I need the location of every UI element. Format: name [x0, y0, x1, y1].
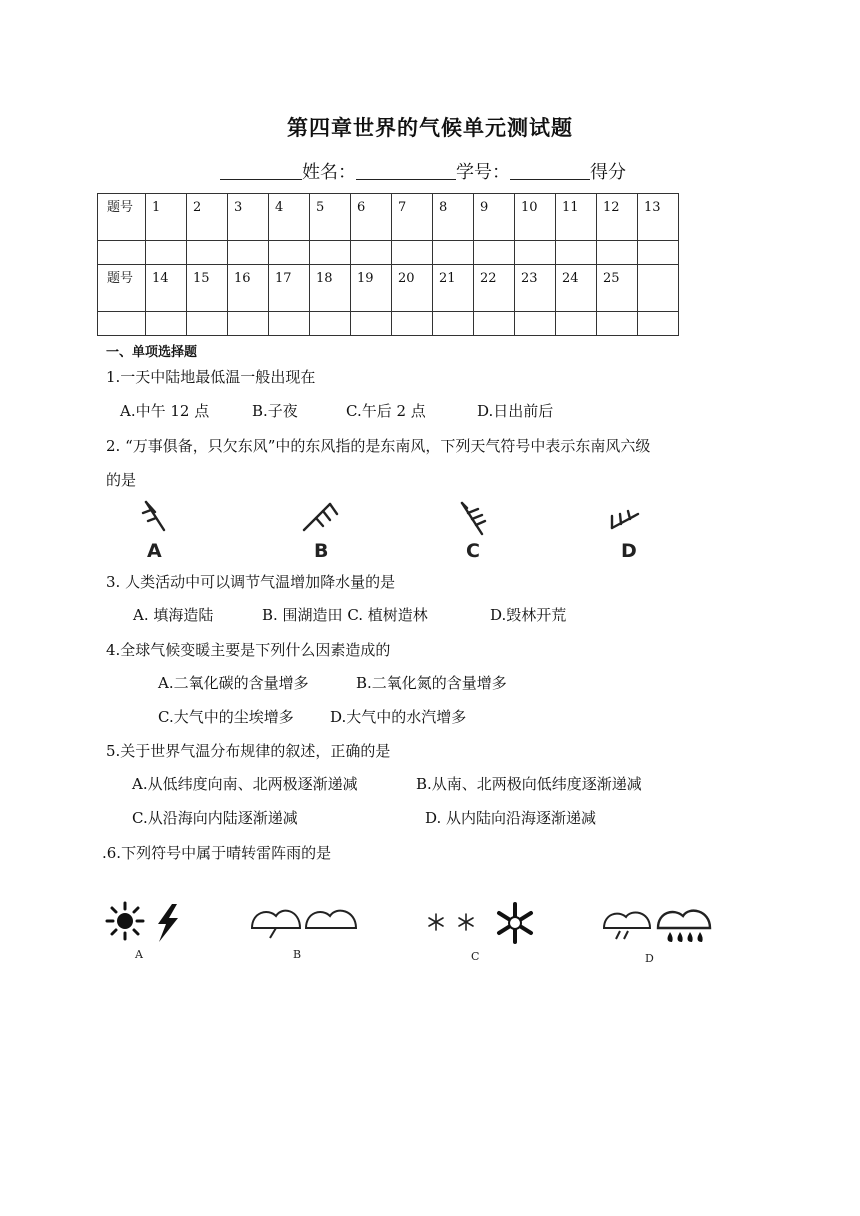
question-number: 12 [597, 194, 638, 241]
q5-option-a[interactable]: A.从低纬度向南、北两极逐渐递减 [132, 775, 358, 793]
q6-stem: .6.下列符号中属于晴转雷阵雨的是 [102, 844, 332, 862]
thunder-cloud-icon[interactable] [252, 911, 300, 938]
question-number: 18 [310, 265, 351, 312]
question-number: 17 [269, 265, 310, 312]
question-number: 10 [515, 194, 556, 241]
cloud-icon[interactable] [306, 911, 356, 928]
question-number: 11 [556, 194, 597, 241]
light-snow-icon[interactable] [429, 914, 443, 930]
question-number: 7 [392, 194, 433, 241]
name-label: 姓名： [302, 162, 356, 183]
heavy-snow-icon[interactable] [499, 904, 531, 942]
q6-label-c: C [471, 950, 480, 963]
question-number: 9 [474, 194, 515, 241]
question-number: 1 [146, 194, 187, 241]
sun-icon[interactable] [107, 903, 143, 939]
wind-label-a: A [147, 540, 162, 562]
q1-stem: 1.一天中陆地最低温一般出现在 [106, 368, 316, 386]
q3-option-d[interactable]: D.毁林开荒 [490, 606, 567, 624]
question-number: 5 [310, 194, 351, 241]
q1-option-a[interactable]: A.中午 12 点 [120, 402, 210, 420]
q1-option-c[interactable]: C.午后 2 点 [346, 402, 426, 420]
question-number: 19 [351, 265, 392, 312]
wind-label-b: B [314, 540, 329, 562]
question-number: 20 [392, 265, 433, 312]
wind-symbol-a-icon[interactable] [143, 502, 164, 530]
question-number: 4 [269, 194, 310, 241]
question-number: 25 [597, 265, 638, 312]
q4-option-a[interactable]: A.二氧化碳的含量增多 [158, 674, 309, 692]
row-label: 题号 [98, 194, 146, 241]
question-number: 16 [228, 265, 269, 312]
row-label: 题号 [98, 265, 146, 312]
q1-option-b[interactable]: B.子夜 [252, 402, 298, 420]
q6-label-b: B [293, 948, 302, 961]
question-number: 2 [187, 194, 228, 241]
question-number: 24 [556, 265, 597, 312]
wind-symbol-d-icon[interactable] [612, 511, 638, 528]
light-snow-icon[interactable] [459, 914, 473, 930]
wind-symbol-b-icon[interactable] [304, 504, 337, 530]
question-number: 6 [351, 194, 392, 241]
question-number: 21 [433, 265, 474, 312]
question-number: 15 [187, 265, 228, 312]
id-label: 学号： [456, 162, 510, 183]
wind-label-d: D [621, 540, 637, 562]
q4-option-b[interactable]: B.二氧化氮的含量增多 [356, 674, 507, 692]
section-title: 一、单项选择题 [106, 345, 198, 360]
q4-option-c[interactable]: C.大气中的尘埃增多 [158, 708, 294, 726]
light-rain-cloud-icon[interactable] [604, 912, 650, 939]
question-number: 23 [515, 265, 556, 312]
q3-option-a[interactable]: A. 填海造陆 [133, 606, 214, 624]
wind-symbol-c-icon[interactable] [462, 503, 485, 534]
question-number: 13 [638, 194, 679, 241]
q5-stem: 5.关于世界气温分布规律的叙述，正确的是 [106, 742, 391, 760]
q5-option-b[interactable]: B.从南、北两极向低纬度逐渐递减 [416, 775, 642, 793]
q3-stem: 3. 人类活动中可以调节气温增加降水量的是 [106, 573, 396, 591]
question-number: 14 [146, 265, 187, 312]
wind-label-c: C [466, 540, 480, 562]
q3-option-bc[interactable]: B. 围湖造田 C. 植树造林 [262, 606, 428, 624]
score-label: 得分 [590, 162, 626, 183]
q1-option-d[interactable]: D.日出前后 [477, 402, 554, 420]
q2-stem-line2: 的是 [106, 471, 137, 489]
q2-stem-line1: 2. “万事俱备，只欠东风”中的东风指的是东南风，下列天气符号中表示东南风六级 [106, 437, 651, 455]
q5-option-d[interactable]: D. 从内陆向沿海逐渐递减 [425, 809, 597, 827]
q4-stem: 4.全球气候变暖主要是下列什么因素造成的 [106, 641, 391, 659]
lightning-icon[interactable] [158, 904, 178, 942]
heavy-rain-cloud-icon[interactable] [658, 911, 710, 942]
question-number: 3 [228, 194, 269, 241]
q6-label-a: A [135, 948, 143, 961]
question-number: 8 [433, 194, 474, 241]
q5-option-c[interactable]: C.从沿海向内陆逐渐递减 [132, 809, 298, 827]
page-title: 第四章世界的气候单元测试题 [287, 116, 573, 140]
question-number: 22 [474, 265, 515, 312]
q6-label-d: D [645, 952, 654, 965]
q4-option-d[interactable]: D.大气中的水汽增多 [330, 708, 467, 726]
